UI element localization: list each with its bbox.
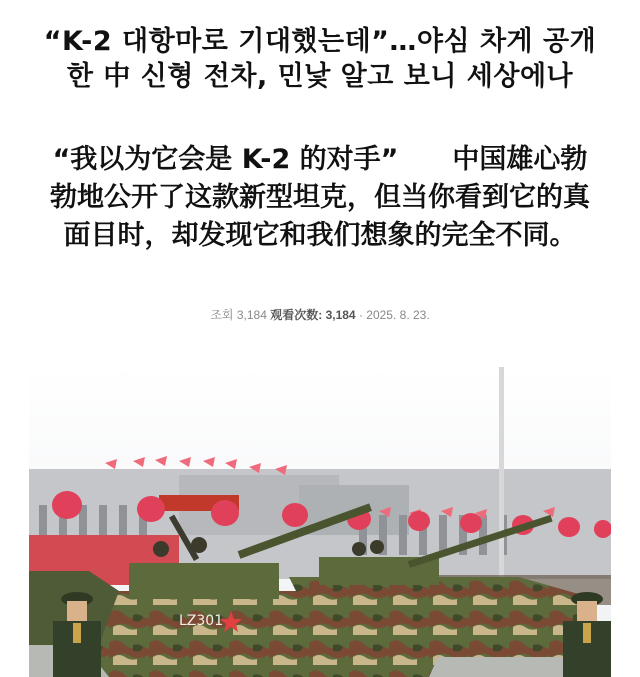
article-subline: “我以为它会是 K-2 的对手” 中国雄心勃勃地公开了这款新型坦克，但当你看到它的真面目时，却发现它和我们想象的完全不同。 (50, 144, 590, 251)
views-cn-value: 3,184 (325, 308, 356, 322)
views-ko-label: 조회 (210, 308, 234, 322)
article-headline: “K-2 대항마로 기대했는데”…야심 차게 공개한 中 신형 전차, 민낯 알고 보니 세상에나 (43, 26, 597, 92)
tank-parade-photo (29, 365, 611, 677)
article-photo (29, 365, 611, 677)
publish-date: 2025. 8. 23. (366, 308, 430, 322)
meta-separator: · (358, 308, 363, 322)
views-ko-value: 3,184 (236, 308, 267, 322)
views-cn-label: 观看次数: (270, 308, 323, 322)
hull-marking: LZ301 (179, 613, 224, 629)
article-meta (0, 306, 640, 323)
